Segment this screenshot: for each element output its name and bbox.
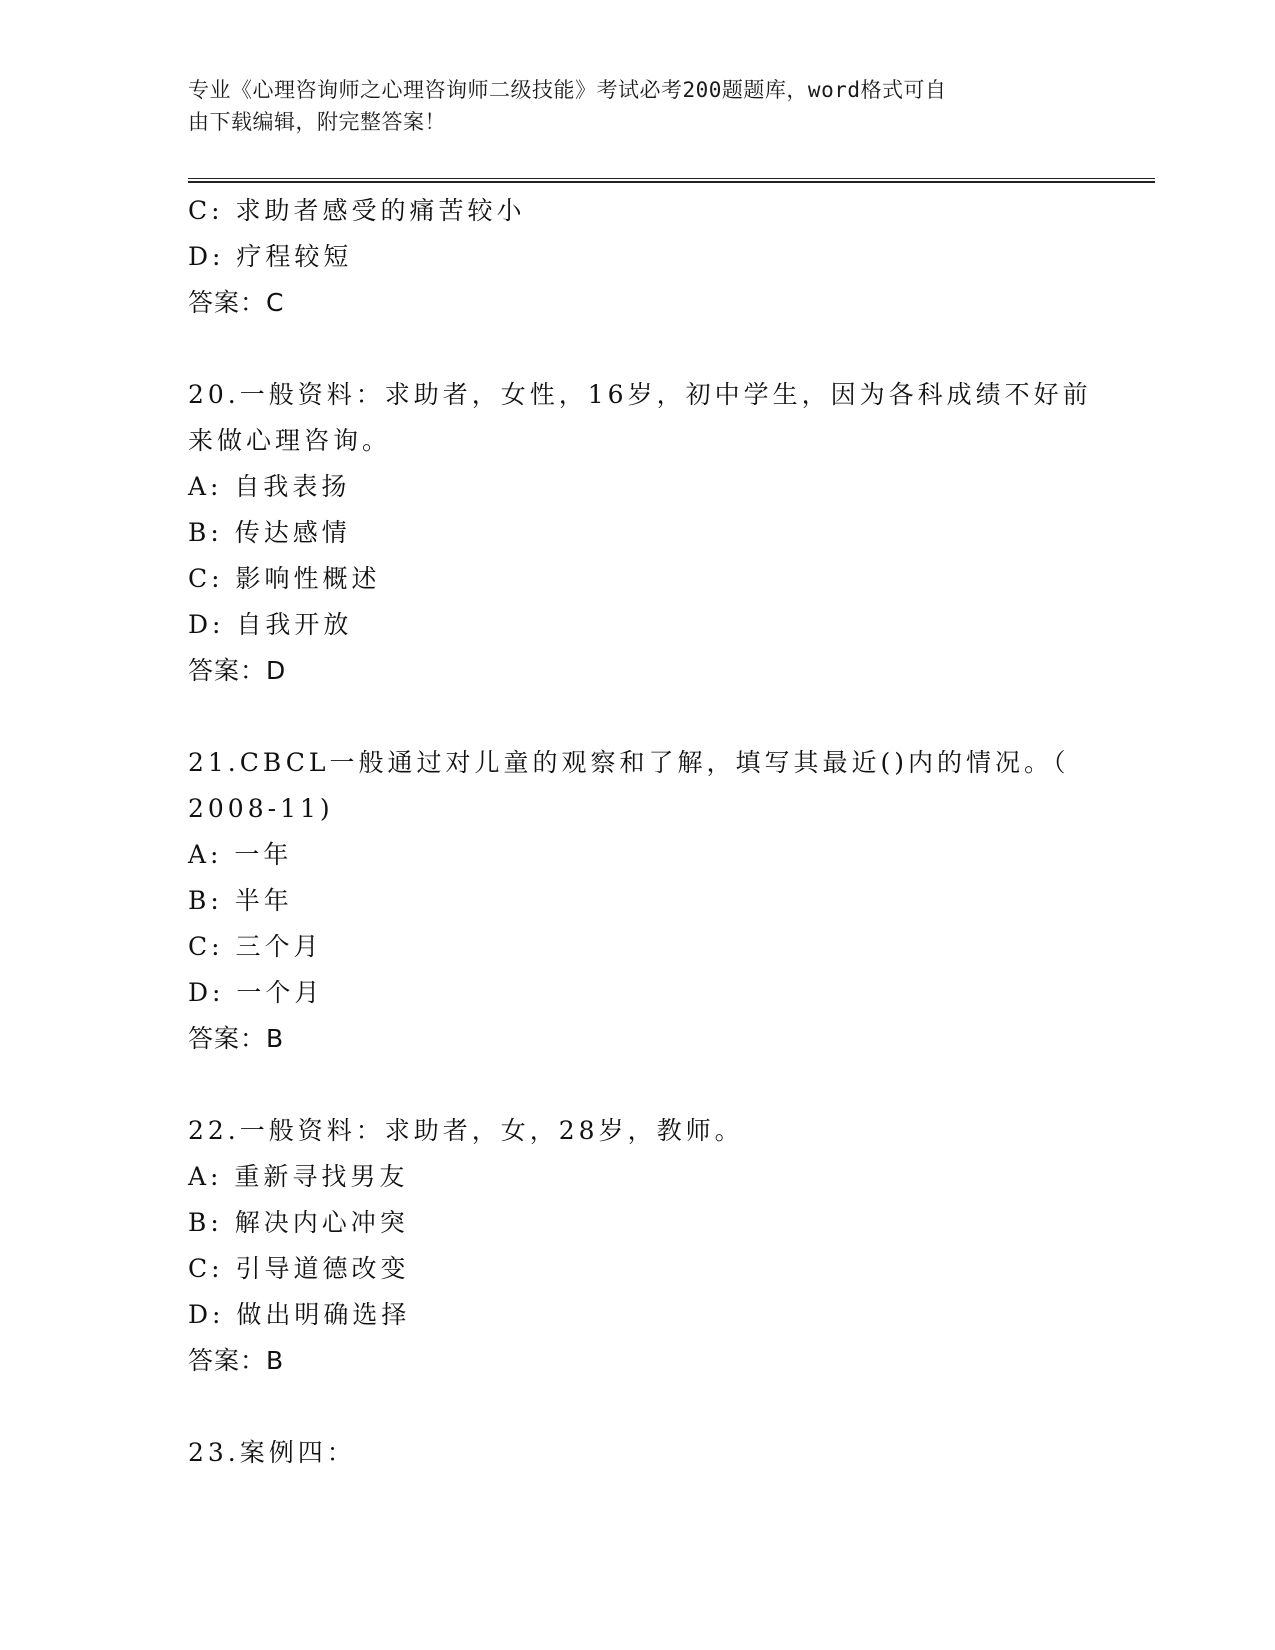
answer-line: 答案：B <box>188 1024 285 1053</box>
header-divider <box>188 178 1155 183</box>
option-d: D: 疗程较短 <box>188 242 353 271</box>
question-21 <box>188 740 1088 1062</box>
spacer <box>188 1062 1088 1108</box>
answer-line: 答案：D <box>188 656 287 685</box>
question-19-continued <box>188 188 1088 326</box>
option-c: C: 求助者感受的痛苦较小 <box>188 196 526 225</box>
header-note-line-1: 专业《心理咨询师之心理咨询师二级技能》考试必考200题题库，word格式可自 <box>188 78 947 102</box>
answer-line: 答案：B <box>188 1346 285 1375</box>
question-stem: 21.CBCL一般通过对儿童的观察和了解，填写其最近()内的情况。（ <box>188 748 1070 777</box>
option-c: C: 三个月 <box>188 932 323 961</box>
option-a: A: 重新寻找男友 <box>188 1162 409 1191</box>
question-23 <box>188 1430 1088 1476</box>
header-note-line-2: 由下载编辑，附完整答案！ <box>188 110 446 134</box>
question-22 <box>188 1108 1088 1384</box>
question-20 <box>188 372 1092 694</box>
option-c: C: 引导道德改变 <box>188 1254 410 1283</box>
spacer <box>188 1384 1088 1430</box>
option-a: A: 自我表扬 <box>188 472 351 501</box>
option-a: A: 一年 <box>188 840 293 869</box>
option-b: B: 传达感情 <box>188 518 351 547</box>
header-note <box>188 74 1068 138</box>
option-d: D: 自我开放 <box>188 610 353 639</box>
spacer <box>188 694 1088 740</box>
spacer <box>188 326 1088 372</box>
document-body <box>188 188 1092 1476</box>
question-stem: 23.案例四： <box>188 1438 356 1467</box>
question-stem: 20.一般资料：求助者，女性，16岁，初中学生，因为各科成绩不好前 <box>188 380 1092 409</box>
question-stem: 来做心理咨询。 <box>188 426 392 455</box>
option-d: D: 一个月 <box>188 978 324 1007</box>
answer-line: 答案：C <box>188 288 285 317</box>
option-b: B: 解决内心冲突 <box>188 1208 409 1237</box>
option-d: D: 做出明确选择 <box>188 1300 411 1329</box>
option-b: B: 半年 <box>188 886 293 915</box>
option-c: C: 影响性概述 <box>188 564 381 593</box>
question-stem: 22.一般资料：求助者，女，28岁，教师。 <box>188 1116 744 1145</box>
question-stem: 2008-11) <box>188 794 334 823</box>
